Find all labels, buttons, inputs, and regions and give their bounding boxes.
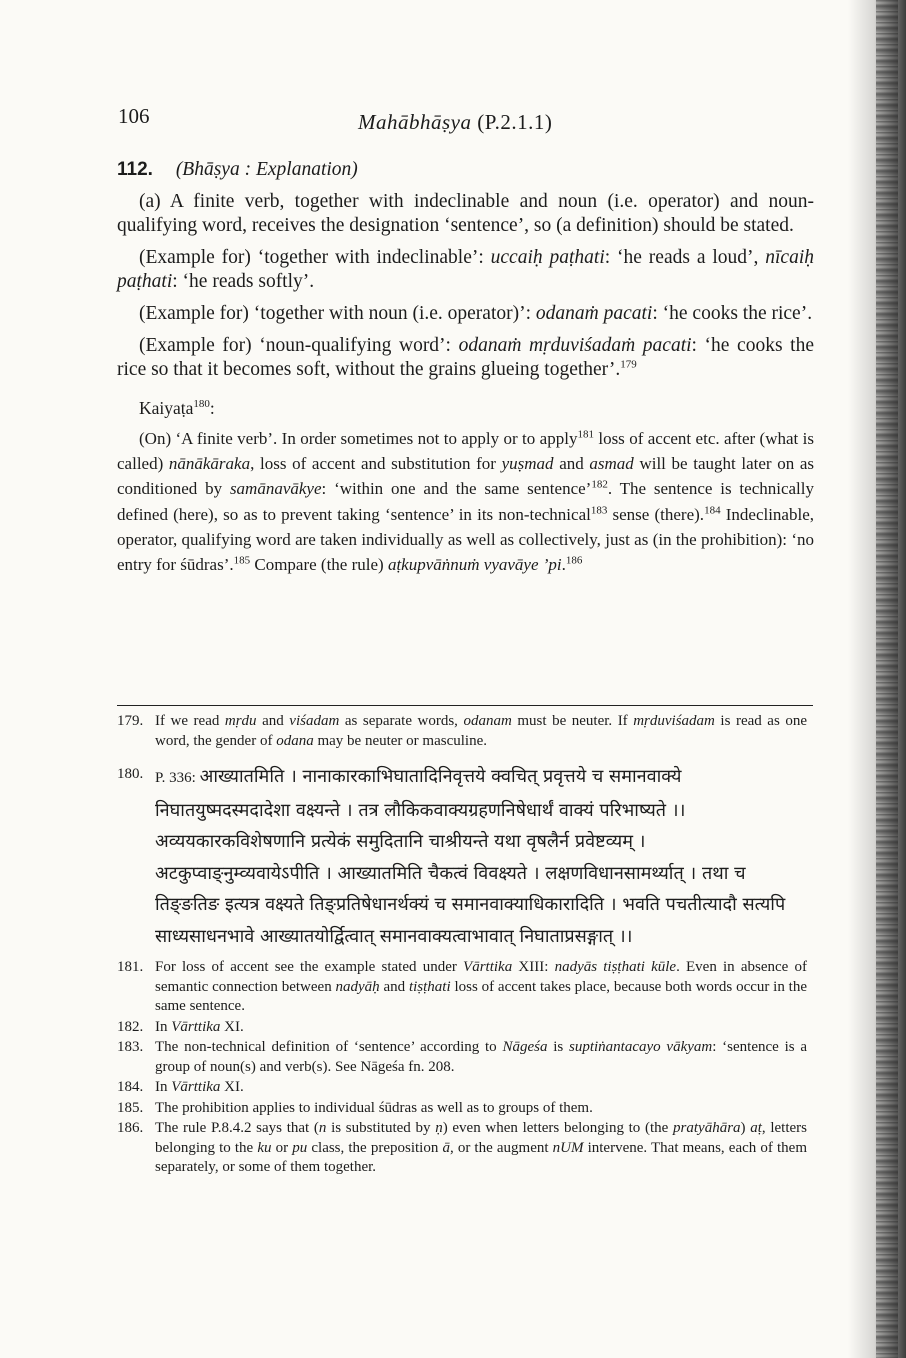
- term: Vārttika: [463, 959, 513, 975]
- text-span: : ‘within one and the same sentence’: [321, 479, 592, 499]
- footnote-text-sanskrit: [155, 761, 807, 952]
- text-span: : ‘he reads softly’.: [172, 271, 315, 292]
- term: Nāgeśa: [502, 1039, 548, 1055]
- text-span: class, the preposition: [307, 1139, 443, 1156]
- section-heading: [117, 158, 814, 182]
- page-header: [118, 104, 818, 140]
- footnote-number: 182.: [117, 1018, 144, 1035]
- example-phrase: nīcaiḥ paṭhati: [117, 247, 814, 292]
- text-span: is substituted by: [326, 1120, 436, 1136]
- text-span: : ‘he reads a loud’,: [604, 247, 766, 268]
- text-span: , loss of accent and substitution for: [250, 454, 502, 474]
- footnote-ref[interactable]: 185: [233, 554, 251, 567]
- text-span: : ‘sentence is a group of noun(s) and verb(s). See Nāgeśa fn. 208.: [155, 1039, 807, 1075]
- footnote-ref[interactable]: 181: [577, 428, 594, 441]
- term: mṛdu: [224, 713, 257, 729]
- term: ā: [442, 1139, 450, 1156]
- footnote-number: 183.: [117, 1039, 144, 1055]
- text-span: and: [379, 978, 409, 995]
- example-phrase: odanaṁ mṛduviśadaṁ pacati: [458, 335, 692, 356]
- term: yuṣmad: [501, 454, 554, 474]
- text-span: (Example for) ‘together with noun (i.e. operator)’:: [139, 303, 536, 324]
- footnote-text: The prohibition applies to individual śūdras as well as to groups of them.: [155, 1099, 593, 1116]
- section-number: 112.: [117, 159, 153, 180]
- text-span: : ‘he cooks the rice’.: [652, 303, 813, 324]
- footnote-ref[interactable]: 179: [620, 358, 637, 371]
- text-span: , or the augment: [449, 1139, 553, 1156]
- term: ṇ: [435, 1120, 443, 1136]
- text-span: For loss of accent see the example stated under: [155, 959, 464, 975]
- sanskrit-text: आख्यातमिति । नानाकारकाभिघातादिनिवृत्तये क्वचित् प्रवृत्तये च समानवाक्ये निघातयुष्मदस्मदादेशा वक्ष्यन्ते । तत्र लौकिकवाक्यग्रहणनिषेधार्थं वाक्यं परिभाष्यते ।। अव्ययकारकविशेषणानि प्रत्येकं समुदितानि चाश्रीयन्ते यथा वृषलैर्न प्रवेष्टव्यम् । अटकुप्वाङ्नुम्व्यवायेऽपीति । आख्यातमिति चैकत्वं विवक्ष्यते । लक्षणविधानसामर्थ्यात् । तथा च तिङ्ङतिङ इत्यत्र वक्ष्यते तिङ्प्रतिषेधानर्थक्यं च समानवाक्याधिकारादिति । भवति पचतीत्यादौ सत्यपि साध्यसाधनभावे आख्यातयोर्द्वित्वात् समानवाक्यत्वाभावात् निघाताप्रसङ्गात् ।।: [155, 766, 786, 947]
- term: suptiṅantacayo vākyam: [569, 1039, 713, 1055]
- footnote-184: [117, 1078, 807, 1098]
- footnote-number: 181.: [117, 959, 144, 975]
- footnote-182: [117, 1018, 807, 1038]
- footnote-text: [155, 712, 807, 751]
- paragraph-example-noun: [117, 302, 814, 326]
- section-title: (Bhāṣya : Explanation): [175, 159, 358, 180]
- footnote-180: [117, 761, 807, 952]
- footnote-185: [117, 1099, 807, 1119]
- term: aṭ: [750, 1120, 762, 1136]
- footnote-text: [155, 1018, 807, 1038]
- term: Vārttika: [171, 1018, 221, 1035]
- term: odanam: [463, 713, 512, 729]
- example-phrase: odanaṁ pacati: [535, 303, 653, 324]
- footnote-ref[interactable]: 182: [591, 478, 608, 491]
- text-span: may be neuter or masculine.: [313, 732, 487, 749]
- text-span: , letters belonging to the: [155, 1120, 808, 1156]
- text-span: will be taught later on as conditioned by: [117, 454, 814, 499]
- term: asmad: [589, 454, 634, 474]
- text-span: In: [155, 1018, 172, 1035]
- text-span: (On) ‘A finite verb’. In order sometimes not to apply or to apply: [139, 429, 578, 448]
- footnote-186: [117, 1119, 807, 1178]
- term: Vārttika: [171, 1079, 221, 1095]
- term: ku: [257, 1139, 272, 1156]
- footnote-text: [155, 1078, 807, 1098]
- text-span: as separate words,: [339, 713, 464, 729]
- term: samānavākye: [229, 479, 322, 499]
- text-span: .: [561, 555, 566, 575]
- page-binding-shadow: [848, 0, 906, 1358]
- paragraph-example-indeclinable: [117, 246, 814, 294]
- text-span: loss of accent takes place, because both words occur in the same sentence.: [155, 978, 807, 1014]
- text-span: XI.: [220, 1018, 244, 1035]
- term: pu: [292, 1139, 308, 1156]
- footnote-179: [117, 712, 807, 751]
- term: nadyāḥ: [335, 978, 380, 995]
- footnote-number: 184.: [117, 1079, 144, 1095]
- text-span: . The sentence is technically defined (here), so as to prevent taking ‘sentence’ in its non-technical: [117, 479, 814, 524]
- text-span: Compare (the rule): [250, 555, 388, 575]
- footnote-181: [117, 958, 807, 1017]
- text-span: (Example for) ‘together with indeclinable’:: [139, 247, 491, 268]
- text-span: (Example for) ‘noun-qualifying word’:: [139, 335, 459, 356]
- footnote-ref[interactable]: 184: [704, 503, 721, 516]
- footnote-number: 180.: [117, 766, 144, 782]
- term: pratyāhāra: [673, 1120, 741, 1136]
- kaiyata-commentary: [117, 426, 814, 577]
- text-span: The non-technical definition of ‘sentence’ according to: [155, 1039, 503, 1055]
- text-span: intervene. That means, each of them separately, or some of them together.: [155, 1139, 807, 1175]
- term: n: [318, 1120, 327, 1136]
- text-span: and: [553, 454, 590, 474]
- footnote-ref[interactable]: 186: [565, 554, 583, 567]
- footnote-number: 186.: [117, 1120, 144, 1136]
- footnote-source-ref: P. 336:: [155, 770, 200, 786]
- text-span: If we read: [155, 713, 225, 729]
- text-span: XI.: [220, 1079, 244, 1095]
- paragraph-example-qualifying: [117, 334, 814, 382]
- text-span: ): [740, 1120, 751, 1136]
- text-span: is read as one word, the gender of: [155, 713, 807, 749]
- footnote-text: [155, 1119, 807, 1178]
- text-span: is: [547, 1039, 569, 1055]
- term: odana: [276, 732, 314, 749]
- term: nUM: [552, 1139, 584, 1156]
- text-span: . Even in absence of semantic connection between: [155, 959, 807, 995]
- main-text: [117, 158, 814, 577]
- text-span: The rule P.8.4.2 says that (: [155, 1120, 319, 1136]
- term: mṛduviśadam: [633, 713, 715, 729]
- kaiyata-heading: [139, 396, 814, 420]
- text-span: In: [155, 1079, 172, 1095]
- running-title-ref: (P.2.1.1): [477, 110, 553, 134]
- footnote-number: 179.: [117, 713, 144, 729]
- footnote-ref[interactable]: 183: [590, 503, 608, 516]
- term: nadyās tiṣṭhati kūle: [554, 959, 677, 975]
- text-span: XIII:: [512, 959, 555, 975]
- text-span: sense (there).: [607, 504, 705, 524]
- text-span: and: [256, 713, 290, 729]
- term: tiṣṭhati: [408, 978, 451, 995]
- footnote-divider: [117, 705, 813, 706]
- footnote-text: [155, 958, 807, 1017]
- footnote-number: 185.: [117, 1099, 144, 1116]
- footnotes: [117, 712, 807, 1179]
- example-phrase: uccaiḥ paṭhati: [490, 247, 605, 268]
- footnote-text: [155, 1038, 807, 1077]
- text-span: loss of accent etc. after (what is called): [117, 429, 814, 474]
- text-span: Indeclinable, operator, qualifying word are taken individually as well as collectively, just as (in the prohibition): ‘no entry for śūdras’.: [117, 504, 814, 575]
- term: viśadam: [289, 713, 340, 729]
- footnote-ref[interactable]: 180: [193, 398, 210, 411]
- page-number: 106: [118, 104, 150, 128]
- heading-colon: :: [209, 398, 215, 418]
- kaiyata-title: Kaiyaṭa: [139, 398, 194, 418]
- running-title: [358, 110, 552, 135]
- text-span: ) even when letters belonging to (the: [442, 1120, 674, 1136]
- running-title-text: Mahābhāṣya: [358, 110, 472, 134]
- term: nānākāraka: [168, 454, 251, 474]
- text-span: must be neuter. If: [511, 713, 634, 729]
- footnote-183: [117, 1038, 807, 1077]
- text-span: or: [271, 1139, 293, 1156]
- term: aṭkupvāṅnuṁ vyavāye ’pi: [387, 555, 562, 575]
- paragraph-definition: (a) A finite verb, together with indeclinable and noun (i.e. operator) and noun-qualifying word, receives the designation ‘sentence’, so (a definition) should be stated.: [117, 191, 814, 236]
- text-span: : ‘he cooks the rice so that it becomes soft, without the grains glueing together’.: [117, 335, 814, 380]
